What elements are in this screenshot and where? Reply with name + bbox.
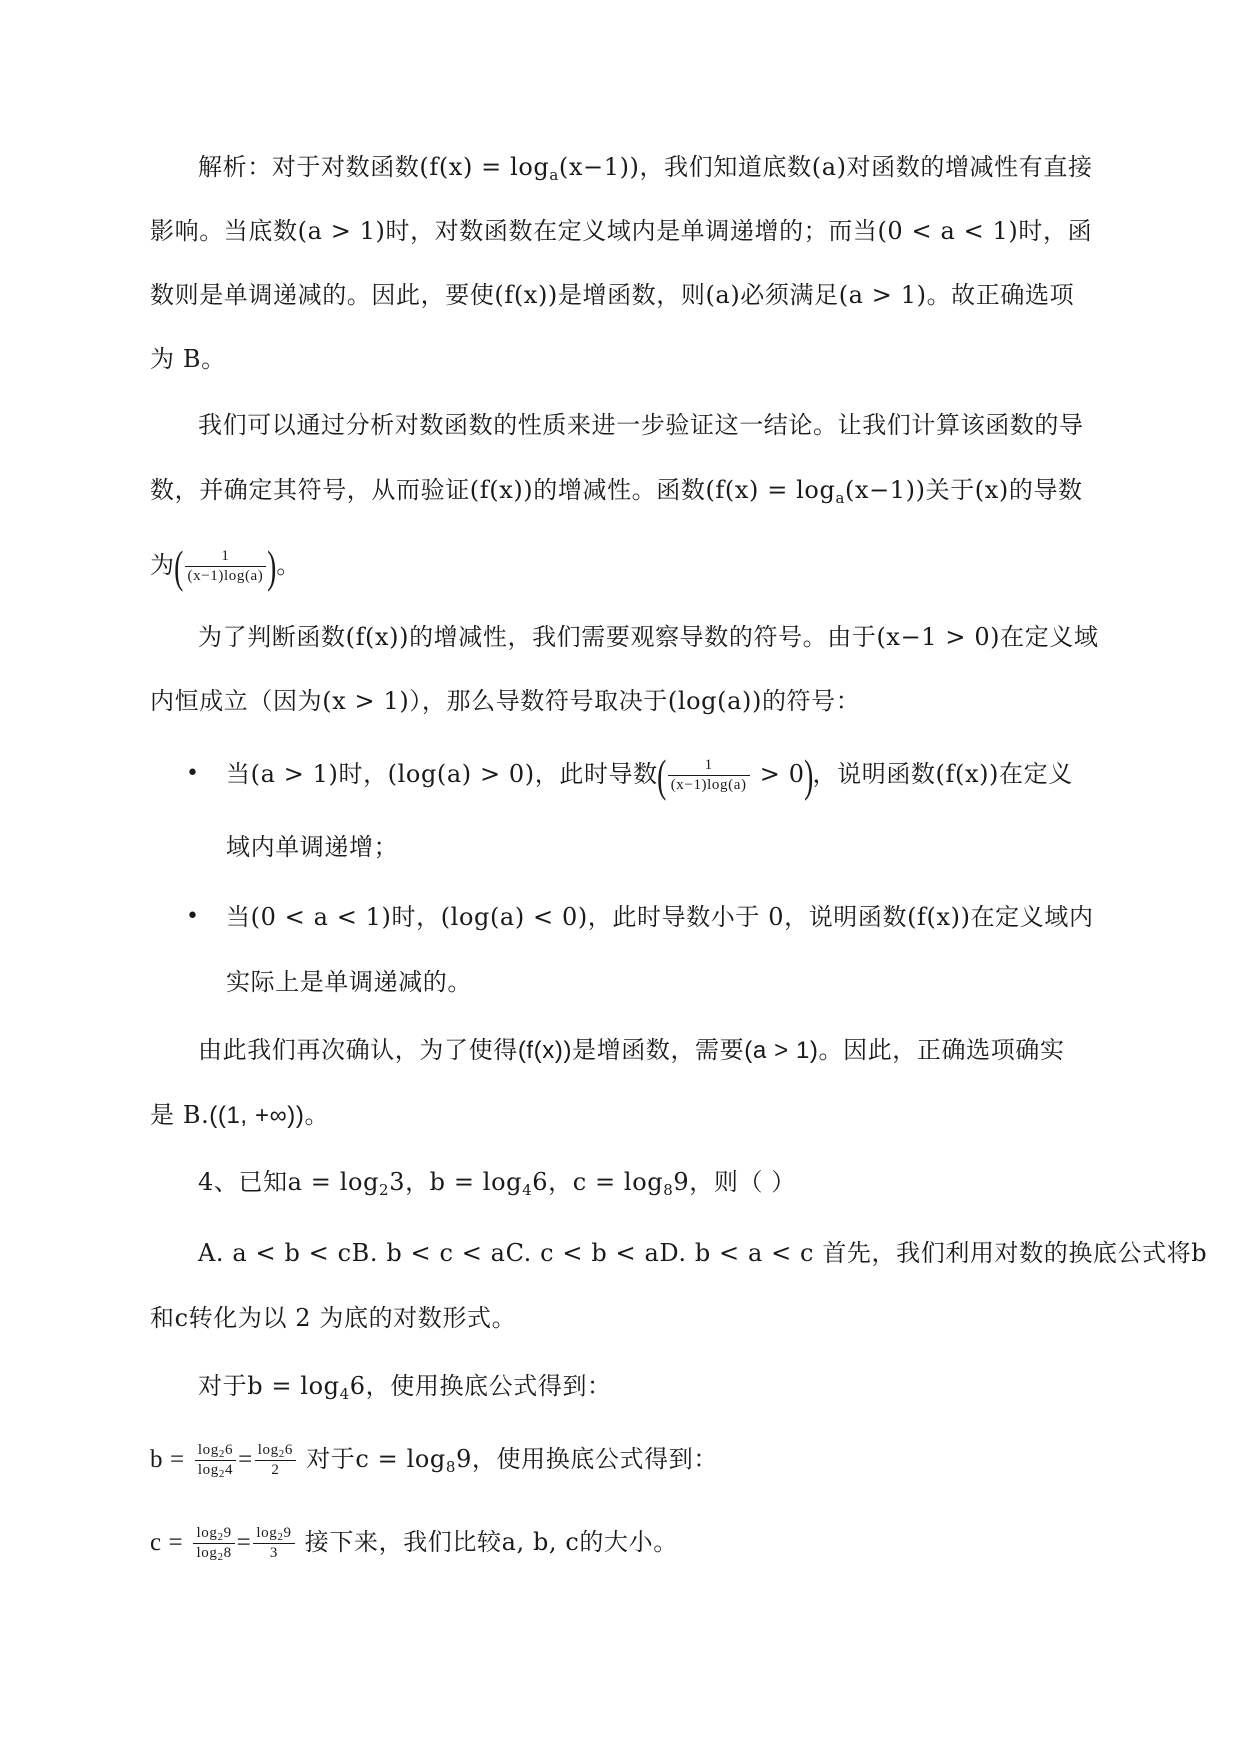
derivative-fraction (185, 548, 267, 585)
para6-line1 (198, 1366, 1138, 1406)
subscript: a (835, 489, 845, 507)
fraction (195, 1442, 236, 1479)
text: log (196, 1545, 218, 1561)
right-paren: ) (803, 749, 814, 801)
fraction-denominator: 2 (271, 1462, 280, 1478)
para3-line2: 内恒成立（因为(x > 1)），那么导数符号取决于(log(a))的符号： (150, 687, 861, 715)
text: 是增函数，需要 (572, 1036, 745, 1064)
math-text: (a > 1) (744, 1037, 819, 1064)
subscript: 2 (218, 1448, 225, 1460)
para1-line3: 数则是单调递减的。因此，要使(f(x))是增函数，则(a)必须满足(a > 1)。故正确选项 (150, 281, 1075, 309)
fraction-numerator: 1 (185, 548, 267, 567)
subscript: 2 (277, 1531, 284, 1543)
subscript: 2 (217, 1531, 224, 1543)
bullet1-line2: 域内单调递增； (226, 833, 399, 861)
text: 9，使用换底公式得到： (456, 1445, 718, 1473)
text: 当(a > 1)时，(log(a) > 0)，此时导数 (226, 760, 658, 788)
text: 对于c = log (297, 1445, 446, 1473)
text: (x−1))关于(x)的导数 (844, 476, 1083, 504)
math-text: (f(x)) (517, 1037, 573, 1064)
text: 。因此，正确选项确实 (818, 1036, 1065, 1064)
text: 6 (284, 1442, 293, 1458)
text: 接下来，我们比较a, b, c的大小。 (296, 1528, 678, 1556)
para2-line2 (150, 470, 1090, 510)
text: log (196, 1525, 218, 1541)
text: 6 (224, 1442, 234, 1458)
math-text: ((1, +∞)) (209, 1102, 305, 1129)
right-paren: ) (267, 540, 278, 592)
text: 9 (223, 1525, 232, 1541)
subscript: 8 (445, 1458, 457, 1476)
para1-line1 (198, 147, 1138, 187)
subscript: a (549, 166, 559, 184)
text: (x−1))，我们知道底数(a)对函数的增减性有直接 (558, 153, 1093, 181)
fraction-denominator (195, 1461, 236, 1479)
para1-line4: 为 B。 (150, 345, 226, 373)
fraction-numerator (255, 1442, 296, 1461)
para5-line2: 和c转化为以 2 为底的对数形式。 (150, 1304, 517, 1332)
text: log (257, 1442, 279, 1458)
question4-line (198, 1162, 1138, 1202)
subscript: 4 (339, 1385, 350, 1403)
equation-lhs: c = (150, 1529, 184, 1556)
subscript: 2 (217, 1551, 224, 1563)
bullet2-line1: 当(0 < a < 1)时，(log(a) < 0)，此时导数小于 0，说明函数(f(x))在定义域内 (226, 903, 1094, 931)
fraction-numerator: 1 (668, 757, 750, 776)
text: 4、已知a = log (198, 1168, 380, 1196)
fraction-numerator (253, 1525, 294, 1544)
text: 解析：对于对数函数(f(x) = log (198, 153, 550, 181)
subscript: 2 (218, 1468, 225, 1480)
derivative-fraction (668, 757, 750, 794)
text: 3，b = log (389, 1168, 523, 1196)
left-paren: ( (173, 540, 184, 592)
text: 9，则（ ） (673, 1168, 796, 1196)
text: 是 B. (150, 1101, 210, 1129)
equals-sign: = (236, 1529, 252, 1556)
para2-line1: 我们可以通过分析对数函数的性质来进一步验证这一结论。让我们计算该函数的导 (198, 411, 1084, 439)
text: 4 (224, 1462, 234, 1478)
equation-lhs: b = (150, 1446, 185, 1473)
text: 为 (150, 551, 175, 579)
left-paren: ( (656, 749, 667, 801)
text: 6，c = log (532, 1168, 664, 1196)
para4-line2 (150, 1095, 1090, 1136)
fraction-denominator (193, 1544, 234, 1562)
fraction-denominator: (x−1)log(a) (187, 568, 264, 584)
bullet2-line2: 实际上是单调递减的。 (226, 968, 472, 996)
para3-line1: 为了判断函数(f(x))的增减性，我们需要观察导数的符号。由于(x−1 > 0)在定义域 (198, 623, 1099, 651)
para2-line3 (150, 540, 1090, 592)
text: 8 (223, 1545, 232, 1561)
bullet1-line1 (226, 749, 1166, 801)
subscript: 8 (663, 1181, 674, 1199)
subscript: 4 (522, 1181, 533, 1199)
text: log (197, 1462, 219, 1478)
fraction-denominator: 3 (269, 1545, 279, 1561)
equation-c-line (150, 1522, 1090, 1563)
text: 对于b = log (198, 1372, 340, 1400)
text: 由此我们再次确认，为了使得 (198, 1036, 518, 1064)
text: 9 (283, 1525, 292, 1541)
text: 6，使用换底公式得到： (349, 1372, 612, 1400)
fraction-numerator (195, 1442, 236, 1461)
equation-b-line (150, 1439, 1090, 1480)
fraction (253, 1525, 294, 1562)
fraction-denominator: (x−1)log(a) (670, 777, 747, 793)
text: log (256, 1525, 278, 1541)
fraction-numerator (193, 1525, 234, 1544)
subscript: 2 (379, 1181, 390, 1199)
para5-line1: A. a < b < cB. b < c < aC. c < b < aD. b < a < c 首先，我们利用对数的换底公式将b (198, 1239, 1208, 1267)
fraction (255, 1442, 296, 1479)
text: > 0 (751, 760, 805, 788)
subscript: 2 (278, 1448, 285, 1460)
para4-line1 (198, 1030, 1138, 1071)
bullet-dot: • (186, 904, 199, 929)
text: 。 (304, 1101, 330, 1129)
bullet-dot: • (186, 761, 199, 786)
text: ，说明函数(f(x))在定义 (812, 760, 1073, 788)
text: 数，并确定其符号，从而验证(f(x))的增减性。函数(f(x) = log (150, 476, 836, 504)
para1-line2: 影响。当底数(a > 1)时，对数函数在定义域内是单调递增的；而当(0 < a < 1)时，函 (150, 217, 1093, 245)
equals-sign: = (238, 1446, 253, 1473)
text: log (197, 1442, 219, 1458)
fraction (193, 1525, 234, 1562)
text: 。 (276, 551, 301, 579)
